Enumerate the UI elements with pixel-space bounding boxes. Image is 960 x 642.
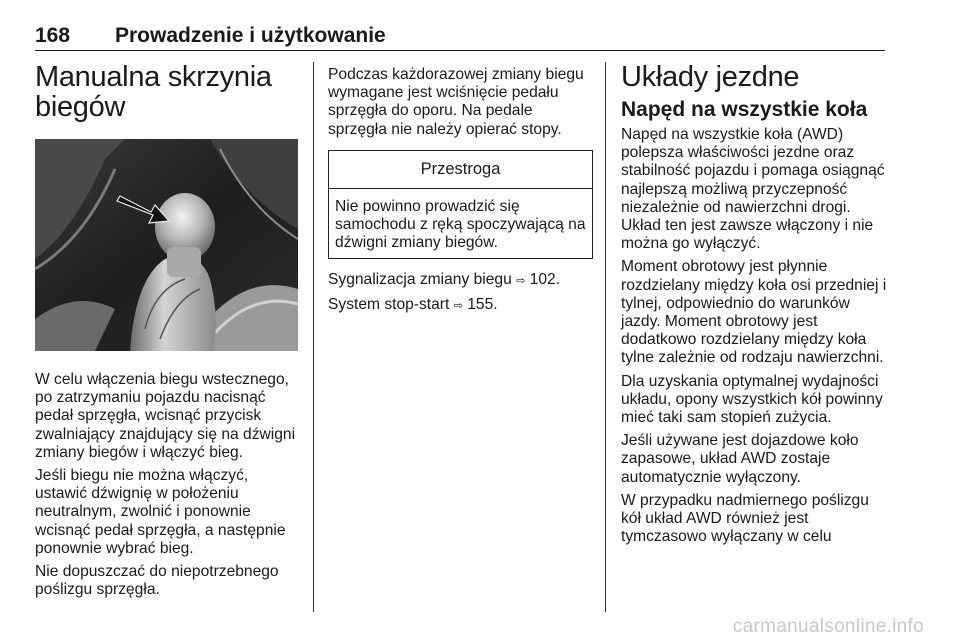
paragraph: Moment obrotowy jest płynnie rozdzielany między koła osi przedniej i tylnej, odpowiednio do warunków jazdy. Moment obrotowy jest dodatkowo rozdzielany między koła tylne zależnie od rodzaju nawierzchni.	[621, 258, 887, 367]
cross-reference[interactable]	[328, 271, 593, 290]
column-divider	[605, 62, 606, 612]
paragraph: Napęd na wszystkie koła (AWD) polepsza właściwości jezdne oraz stabilność pojazdu i pomaga osiągnąć najlepszą możliwą przyczepność niezależnie od nawierzchni drogi. Układ ten jest zawsze włączony i nie można go wyłączyć.	[621, 126, 885, 253]
reference-label: Sygnalizacja zmiany biegu	[328, 271, 512, 289]
warning-text: Nie powinno prowadzić się samochodu z ręką spoczywającą na dźwigni zmiany biegów.	[335, 197, 586, 252]
page-reference-arrow-icon: ⇨	[516, 275, 526, 288]
section-heading: Manualna skrzynia biegów	[35, 61, 272, 123]
column-manual-gearbox	[35, 62, 303, 604]
reference-label: System stop-start	[328, 295, 450, 313]
paragraph: W celu włączenia biegu wstecznego, po zatrzymaniu pojazdu nacisnąć pedał sprzęgła, wcisnąć przycisk zwalniający znajdujący się na dźwigni zmiany biegów i włączyć bieg.	[35, 371, 296, 461]
warning-title: Przestroga	[329, 151, 592, 189]
reference-page: 102.	[529, 271, 561, 289]
subsection-heading: Napęd na wszystkie koła	[621, 98, 868, 121]
watermark: carmanualsonline.info	[732, 616, 924, 637]
gear-lever-photo	[35, 139, 298, 351]
paragraph: W przypadku nadmiernego poślizgu kół układ AWD również jest tymczasowo wyłączany w celu	[621, 491, 869, 546]
page-header	[35, 24, 885, 51]
section-heading: Układy jezdne	[621, 61, 800, 93]
column-drive-systems	[621, 62, 891, 551]
paragraph: Podczas każdorazowej zmiany biegu wymagane jest wciśnięcie pedału sprzęgła do oporu. Na pedale sprzęgła nie należy opierać stopy.	[328, 66, 584, 138]
column-divider	[313, 62, 314, 612]
page-reference-arrow-icon: ⇨	[453, 299, 463, 312]
column-middle	[328, 66, 593, 320]
paragraph: Nie dopuszczać do niepotrzebnego poślizgu sprzęgła.	[35, 563, 279, 599]
reference-page: 155.	[467, 295, 498, 313]
chapter-title: Prowadzenie i użytkowanie	[115, 24, 386, 47]
cross-reference[interactable]	[328, 296, 593, 315]
warning-box	[328, 150, 593, 260]
paragraph: Jeśli używane jest dojazdowe koło zapasowe, układ AWD zostaje automatycznie wyłączony.	[621, 432, 859, 486]
paragraph: Dla uzyskania optymalnej wydajności układu, opony wszystkich kół powinny mieć taki sam stopień zużycia.	[621, 372, 883, 427]
paragraph: Jeśli biegu nie można włączyć, ustawić dźwignię w położeniu neutralnym, zwolnić i ponownie wcisnąć pedał sprzęgła, a następnie ponownie wybrać bieg.	[35, 467, 286, 557]
page-number: 168	[35, 24, 71, 47]
